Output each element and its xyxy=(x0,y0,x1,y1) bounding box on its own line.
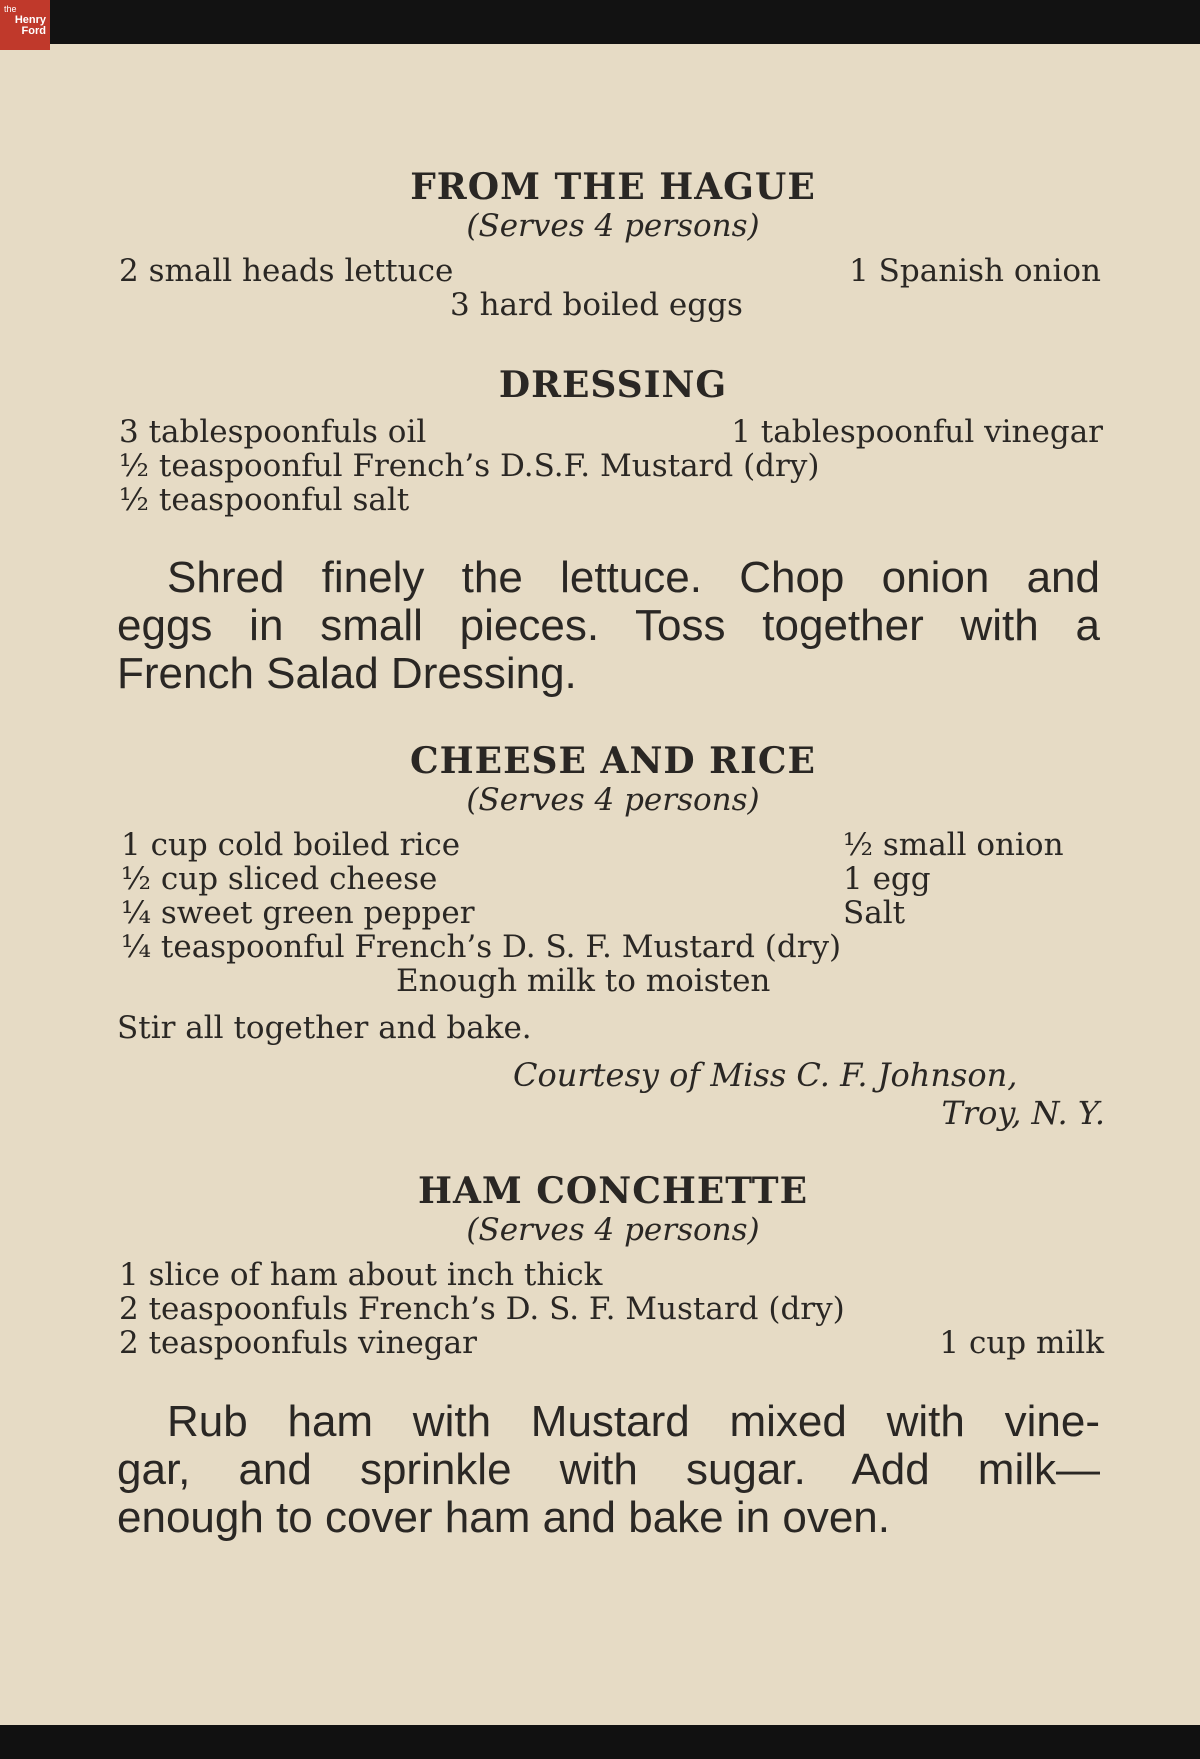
ingredient: 1 cup milk xyxy=(939,1325,1104,1361)
credit-line: Troy, N. Y. xyxy=(941,1094,1105,1132)
ingredient: ½ small onion xyxy=(843,827,1064,863)
directions xyxy=(117,1398,1100,1542)
dressing-title: DRESSING xyxy=(498,364,728,406)
ingredient: Enough milk to moisten xyxy=(396,963,771,999)
ingredient: 1 Spanish onion xyxy=(849,253,1101,289)
recipe-title: HAM CONCHETTE xyxy=(417,1170,809,1212)
directions-line: gar, and sprinkle with sugar. Add milk— xyxy=(117,1445,1100,1494)
directions-line: eggs in small pieces. Toss together with a xyxy=(117,601,1100,650)
ingredient: ¼ teaspoonful French’s D. S. F. Mustard (dry) xyxy=(121,929,842,965)
directions-line: French Salad Dressing. xyxy=(117,649,577,698)
ingredient: 1 slice of ham about inch thick xyxy=(119,1257,603,1293)
bottom-border xyxy=(0,1725,1200,1759)
credit-line: Courtesy of Miss C. F. Johnson, xyxy=(513,1056,1018,1094)
ingredient: 3 tablespoonfuls oil xyxy=(119,414,427,450)
ingredient: 3 hard boiled eggs xyxy=(450,287,743,323)
ingredient: ½ cup sliced cheese xyxy=(121,861,438,897)
ingredient: ½ teaspoonful salt xyxy=(119,482,410,518)
directions-line: Shred finely the lettuce. Chop onion and xyxy=(167,553,1100,602)
ingredient: ¼ sweet green pepper xyxy=(121,895,475,931)
ingredient: 1 cup cold boiled rice xyxy=(121,827,461,863)
ingredient: 2 small heads lettuce xyxy=(119,253,454,289)
recipe-title: CHEESE AND RICE xyxy=(410,740,816,782)
recipe-serves: (Serves 4 persons) xyxy=(466,208,760,244)
logo-text: Henry xyxy=(14,14,46,26)
ingredient: 2 teaspoonfuls vinegar xyxy=(119,1325,477,1361)
recipe-serves: (Serves 4 persons) xyxy=(466,782,760,818)
top-border xyxy=(0,0,1200,44)
logo-small-text: the xyxy=(4,4,17,14)
ingredient: ½ teaspoonful French’s D.S.F. Mustard (dry) xyxy=(119,448,820,484)
ingredient: 1 tablespoonful vinegar xyxy=(731,414,1103,450)
recipe-title: FROM THE HAGUE xyxy=(410,166,816,208)
recipe-serves: (Serves 4 persons) xyxy=(466,1212,760,1248)
henry-ford-logo xyxy=(0,0,50,50)
directions xyxy=(117,554,1100,698)
recipe-page xyxy=(0,44,1200,1725)
ingredient: 1 egg xyxy=(843,861,931,897)
ingredient: Salt xyxy=(843,895,906,931)
logo-text: Ford xyxy=(21,25,46,37)
directions-line: enough to cover ham and bake in oven. xyxy=(117,1493,890,1542)
directions-line: Rub ham with Mustard mixed with vine- xyxy=(167,1397,1100,1446)
directions: Stir all together and bake. xyxy=(117,1010,532,1046)
ingredient: 2 teaspoonfuls French’s D. S. F. Mustard (dry) xyxy=(119,1291,845,1327)
